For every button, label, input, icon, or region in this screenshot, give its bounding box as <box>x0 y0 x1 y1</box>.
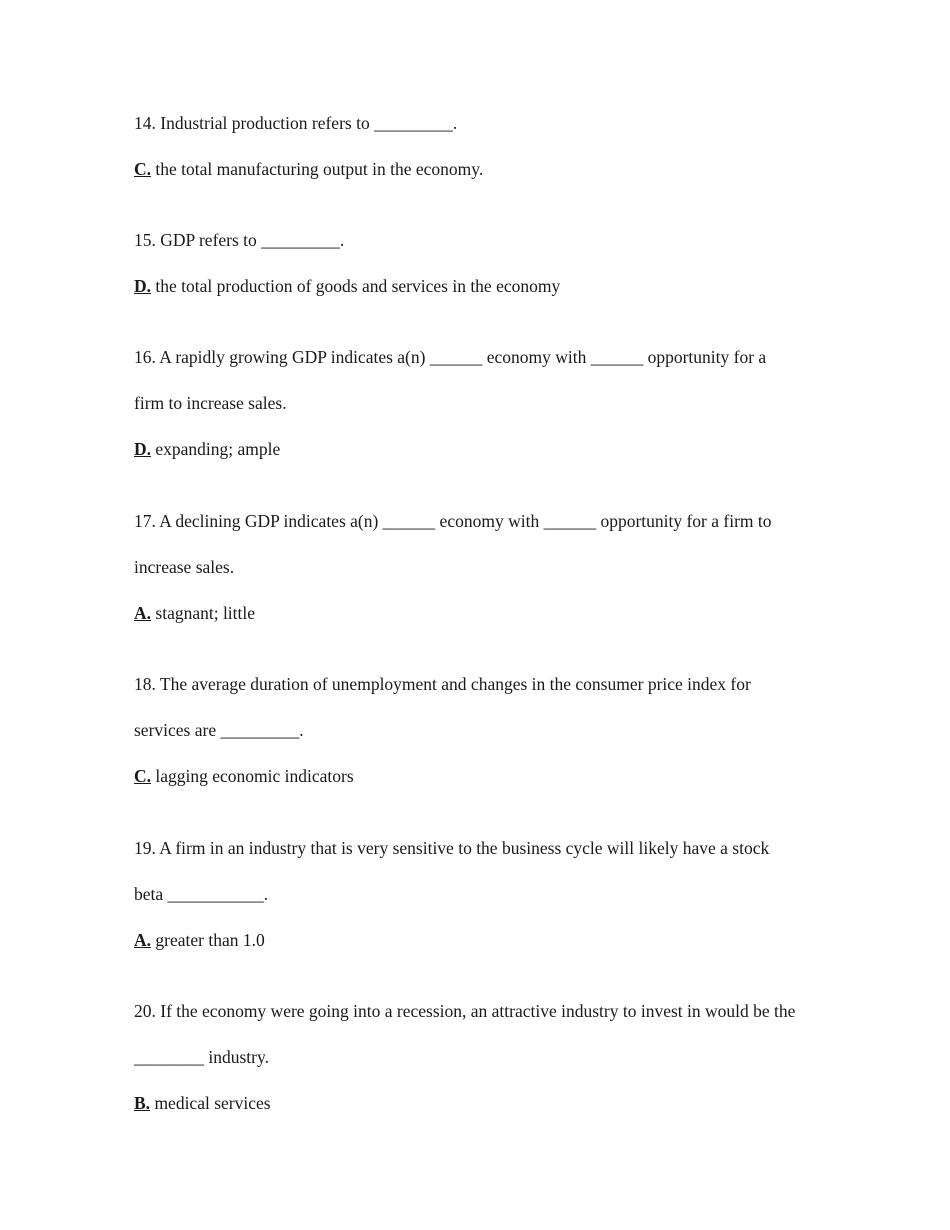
question-text: 15. GDP refers to _________. <box>134 230 345 250</box>
answer-letter: A. <box>134 603 152 623</box>
answer <box>134 158 483 180</box>
answer <box>134 602 255 624</box>
answer-letter: C. <box>134 159 152 179</box>
answer-letter: C. <box>134 766 152 786</box>
answer-text: greater than 1.0 <box>151 930 265 950</box>
answer <box>134 1092 271 1114</box>
answer-letter: D. <box>134 276 152 296</box>
question-text: ________ industry. <box>134 1047 269 1067</box>
answer-text: expanding; ample <box>151 439 281 459</box>
question-text: 14. Industrial production refers to _________. <box>134 113 458 133</box>
answer-text: stagnant; little <box>151 603 256 623</box>
answer-letter: B. <box>134 1093 151 1113</box>
question-text: increase sales. <box>134 557 235 577</box>
answer-text: lagging economic indicators <box>151 766 354 786</box>
question-text: services are _________. <box>134 720 304 740</box>
question-text: 20. If the economy were going into a recession, an attractive industry to invest in would be the <box>134 1001 796 1021</box>
question-text: beta ___________. <box>134 884 269 904</box>
question-text: 17. A declining GDP indicates a(n) ______ economy with ______ opportunity for a firm to <box>134 511 772 531</box>
answer-text: the total manufacturing output in the economy. <box>151 159 484 179</box>
question-text: 19. A firm in an industry that is very sensitive to the business cycle will likely have a stock <box>134 838 770 858</box>
answer-text: the total production of goods and services in the economy <box>151 276 561 296</box>
answer <box>134 438 280 460</box>
answer <box>134 275 560 297</box>
answer <box>134 765 354 787</box>
question-text: 16. A rapidly growing GDP indicates a(n) ______ economy with ______ opportunity for a <box>134 347 767 367</box>
answer-letter: A. <box>134 930 152 950</box>
question-text: firm to increase sales. <box>134 393 287 413</box>
question-text: 18. The average duration of unemployment and changes in the consumer price index for <box>134 674 751 694</box>
answer <box>134 929 265 951</box>
answer-letter: D. <box>134 439 152 459</box>
answer-text: medical services <box>150 1093 271 1113</box>
